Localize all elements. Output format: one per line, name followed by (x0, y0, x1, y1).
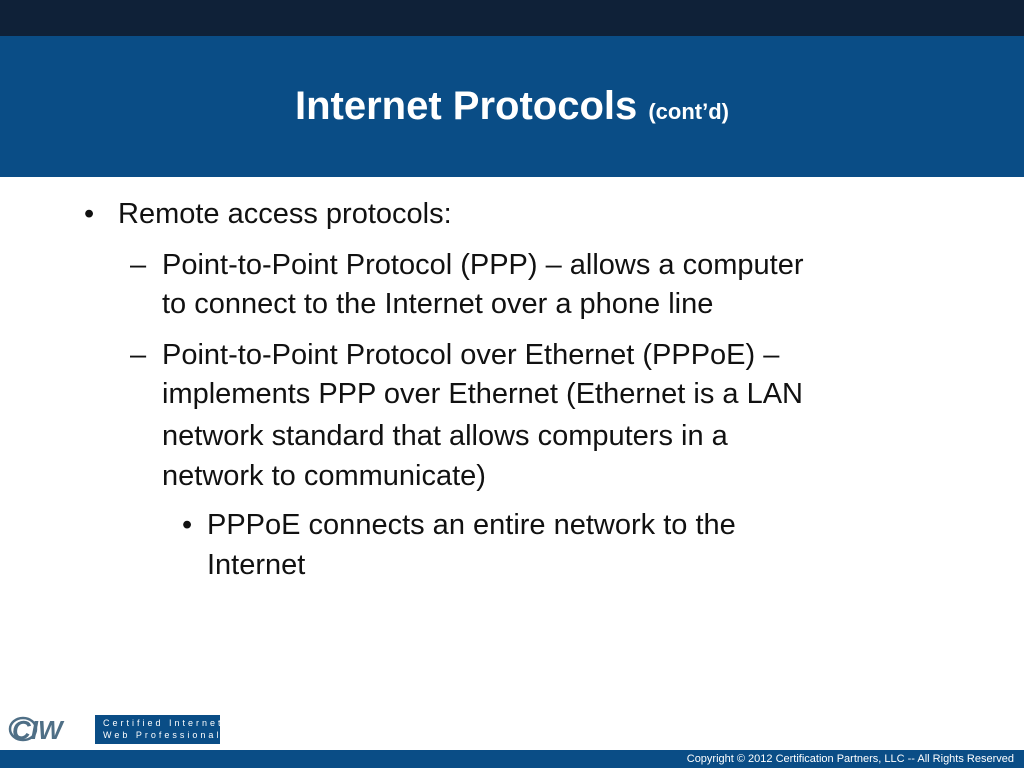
bullet-marker: • (84, 198, 95, 230)
ciw-logo (8, 712, 223, 746)
pppoe-line-1: Point-to-Point Protocol over Ethernet (PPPoE) – (162, 339, 780, 371)
copyright-notice: Copyright © 2012 Certification Partners, LLC -- All Rights Reserved (686, 753, 1014, 765)
pppoe-note-line-1: PPPoE connects an entire network to the (207, 509, 736, 541)
logo-line-2: Web Professional (103, 730, 222, 740)
logo-line-1: Certified Internet (103, 718, 224, 728)
sub-bullet-marker: • (182, 509, 193, 541)
ciw-logo-box (95, 715, 224, 744)
pppoe-note-line-2: Internet (207, 549, 306, 581)
dash-marker: – (130, 249, 147, 281)
pppoe-line-2: implements PPP over Ethernet (Ethernet is a LAN (162, 378, 803, 410)
slide-title-suffix: (cont’d) (648, 99, 730, 124)
ciw-logo-mark (8, 712, 92, 746)
dash-marker: – (130, 339, 147, 371)
ppp-line-2: to connect to the Internet over a phone line (162, 288, 714, 320)
ppp-line-1: Point-to-Point Protocol (PPP) – allows a computer (162, 249, 804, 281)
slide-title-main: Internet Protocols (294, 84, 638, 128)
bullet-remote-access: Remote access protocols: (118, 198, 452, 230)
pppoe-line-4: network to communicate) (162, 460, 486, 492)
ciw-logo-wordmark: CIW (12, 715, 63, 745)
pppoe-line-3: network standard that allows computers in a (162, 420, 728, 452)
